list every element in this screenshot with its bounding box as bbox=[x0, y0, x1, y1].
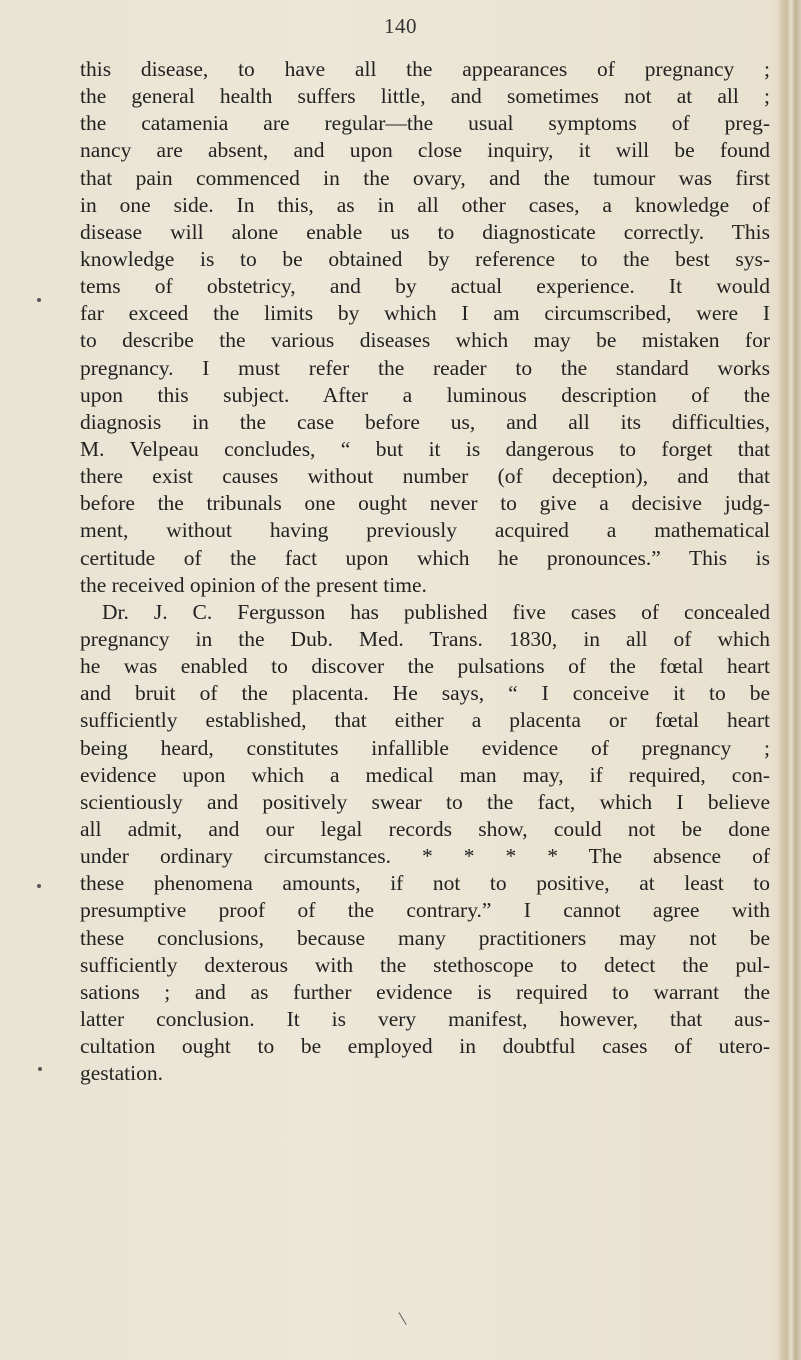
text-line: sufficiently dexterous with the stethoscope to detect the pul- bbox=[80, 952, 770, 977]
text-line: before the tribunals one ought never to give a decisive judg- bbox=[80, 491, 770, 516]
text-line: upon this subject. After a luminous description of the bbox=[80, 382, 770, 407]
page-number: 140 bbox=[384, 14, 417, 38]
text-line: all admit, and our legal records show, could not be done bbox=[80, 816, 770, 841]
text-line: tems of obstetricy, and by actual experience. It would bbox=[80, 274, 770, 299]
body-text bbox=[80, 56, 770, 1087]
text-line: being heard, constitutes infallible evidence of pregnancy ; bbox=[80, 735, 770, 760]
text-line: that pain commenced in the ovary, and the tumour was first bbox=[80, 165, 770, 190]
text-line: diagnosis in the case before us, and all its difficulties, bbox=[80, 409, 770, 434]
margin-speck bbox=[38, 1067, 42, 1071]
text-line: Dr. J. C. Fergusson has published five cases of concealed bbox=[102, 599, 770, 624]
text-line: the catamenia are regular—the usual symptoms of preg- bbox=[80, 111, 770, 136]
text-line: under ordinary circumstances. * * * * The absence of bbox=[80, 844, 770, 869]
text-line: cultation ought to be employed in doubtful cases of utero- bbox=[80, 1034, 770, 1059]
text-line: pregnancy in the Dub. Med. Trans. 1830, in all of which bbox=[80, 626, 770, 651]
text-line: certitude of the fact upon which he pronounces.” This is bbox=[80, 545, 770, 570]
text-line: in one side. In this, as in all other cases, a knowledge of bbox=[80, 192, 770, 217]
text-line: and bruit of the placenta. He says, “ I conceive it to be bbox=[80, 681, 770, 706]
text-line: far exceed the limits by which I am circumscribed, were I bbox=[80, 301, 770, 326]
text-line: sufficiently established, that either a placenta or fœtal heart bbox=[80, 708, 770, 733]
text-line: the general health suffers little, and sometimes not at all ; bbox=[80, 84, 770, 109]
text-line: ment, without having previously acquired a mathematical bbox=[80, 518, 770, 543]
text-line: sations ; and as further evidence is required to warrant the bbox=[80, 979, 770, 1004]
text-line: nancy are absent, and upon close inquiry, it will be found bbox=[80, 138, 770, 163]
text-line: evidence upon which a medical man may, if required, con- bbox=[80, 762, 770, 787]
text-line: the received opinion of the present time. bbox=[80, 572, 427, 597]
page-edge-shadow bbox=[779, 0, 801, 1360]
text-line: disease will alone enable us to diagnosticate correctly. This bbox=[80, 219, 770, 244]
margin-speck bbox=[37, 298, 41, 302]
text-line: scientiously and positively swear to the fact, which I believe bbox=[80, 789, 770, 814]
text-line: this disease, to have all the appearances of pregnancy ; bbox=[80, 57, 770, 81]
text-line: there exist causes without number (of deception), and that bbox=[80, 464, 770, 489]
text-line: to describe the various diseases which may be mistaken for bbox=[80, 328, 770, 353]
stray-ink-mark: \ bbox=[397, 1307, 408, 1331]
text-line: these phenomena amounts, if not to positive, at least to bbox=[80, 871, 770, 896]
text-line: gestation. bbox=[80, 1061, 163, 1086]
text-line: he was enabled to discover the pulsations of the fœtal heart bbox=[80, 654, 770, 679]
text-line: presumptive proof of the contrary.” I cannot agree with bbox=[80, 898, 770, 923]
margin-speck bbox=[37, 884, 41, 888]
text-line: pregnancy. I must refer the reader to the standard works bbox=[80, 355, 770, 380]
text-line: these conclusions, because many practitioners may not be bbox=[80, 925, 770, 950]
text-line: latter conclusion. It is very manifest, however, that aus- bbox=[80, 1006, 770, 1031]
text-line: knowledge is to be obtained by reference to the best sys- bbox=[80, 246, 770, 271]
text-line: M. Velpeau concludes, “ but it is dangerous to forget that bbox=[80, 436, 770, 461]
